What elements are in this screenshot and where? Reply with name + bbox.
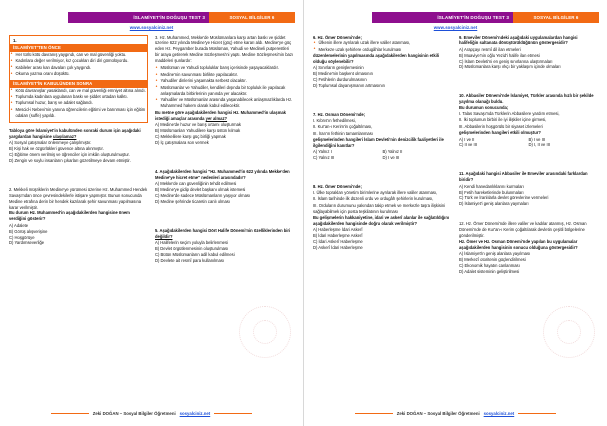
page-left-column-2 <box>155 35 294 411</box>
question-1-infobox <box>9 35 148 124</box>
question-3-stem: Bu metne göre aşağıdakilerden hangisi Hz. Muhammed'in ulaşmak istediği amaçlar arasında yer almaz? <box>155 110 286 122</box>
list-item: • Mescid-i Nebevi'nin yanına öğrencilerin eğitimi ve barınması için eğitim odaları (suffe) yapıldı. <box>10 107 147 119</box>
option-a[interactable]: A) Adalete <box>9 222 29 228</box>
question-7-list <box>313 118 452 137</box>
spacer <box>459 212 598 221</box>
list-item: • Toplumda kadınlara uygulanan baskı ve şiddet ortadan kalktı. <box>10 94 147 100</box>
list-item: • Okuma yazma oranı düşüktü. <box>10 71 147 77</box>
question-12-body: 12. Hz. Ömer Dönemi'nde illere valiler ve kadılar atanmış, Hz. Osman Dönemi'nde de Kur'an-ı Kerim çoğaltılarak devletin çeşitli bölgelerine gönderilmiştir. <box>459 221 587 238</box>
question-1-number: 1. <box>13 37 17 43</box>
option-b[interactable]: B) Fetih hareketlerinde bulunmaları <box>459 189 524 195</box>
option-b[interactable]: B) İdari Haberleşme Askerî <box>313 233 363 239</box>
question-8 <box>313 184 452 251</box>
list-item: II. İslam tarihinde ilk düzenli ordu ve ordugâh şehirlerin kurulması, <box>313 196 434 202</box>
footer-rule-left <box>51 413 89 414</box>
question-11-options <box>459 184 598 208</box>
header-spacer <box>8 12 68 23</box>
question-4-options <box>155 181 294 205</box>
question-7 <box>313 112 452 161</box>
spacer <box>313 166 452 184</box>
option-b[interactable]: B) I ve III <box>528 136 546 142</box>
spacer <box>155 210 294 228</box>
page-right-columns <box>304 30 607 411</box>
list-item: • Medine'nin savunması birlikte yapılacaktır. <box>155 72 294 78</box>
option-d[interactable]: D) Askerî İdari Haberleşme <box>313 245 363 251</box>
list-item: I. Ülke toprakları yönetim birimlerine ayrılarak illere valiler atanması, <box>313 190 438 196</box>
list-item: • Merkeze uzak şehirlere ordugâhlar kurulması <box>313 47 452 53</box>
page-left-column-1 <box>9 35 148 411</box>
spacer <box>313 94 452 112</box>
list-item: • Kabileler arası kan davaları çok yaygındı. <box>10 65 147 71</box>
option-c[interactable]: C) Bütün Müslümanların adil kabul edilmesi <box>155 251 235 257</box>
question-10-list <box>459 111 598 130</box>
infobox-list-after <box>10 88 147 119</box>
question-5-stem: 5. Aşağıdakilerden hangisi Dört Halife Dönemi'nin özelliklerinden biri değildir? <box>155 227 291 239</box>
header-subject-banner <box>513 12 599 23</box>
option-b[interactable]: B) Görüş alışverişine <box>9 228 48 234</box>
option-a[interactable]: A) Arapçayı resmî dil ilan etmeleri <box>459 46 521 52</box>
list-item: • Kötü davranışlar yasaklandı, can ve mal güvenliği emniyet altına alındı. <box>10 88 147 94</box>
option-c[interactable]: C) İslam Devleti'ni en geniş sınırlarına ulaştırmaları <box>459 58 553 64</box>
question-10-stem2: gelişmelerinden hangileri etkili olmuştur? <box>459 130 541 136</box>
option-d[interactable]: D) İç çatışmalara son vermek <box>155 140 209 146</box>
question-10-options <box>459 137 598 149</box>
footer-author: Zeki DOĞAN – Sosyal Bilgiler Öğretmeni <box>92 411 176 416</box>
header-subject-title: SOSYAL BİLGİLER 6 <box>533 15 579 20</box>
question-6-options <box>313 65 452 89</box>
option-c[interactable]: C) Fetihlerin durdurulmasının <box>313 77 367 83</box>
header-test-banner <box>372 12 513 23</box>
question-8-stem: Bu gelişmelerin hakkaniyetine, idari ve askerî alanlar ile sağlatıldığını aşağıdakilerden hangisinde doğru olarak verilmiştir? <box>313 215 450 226</box>
question-1-stem-underlined: ulaşılamaz? <box>52 133 77 139</box>
question-8-options <box>313 227 452 251</box>
question-6-stem: düzenlemelerinin yapılmasında aşağıdakilerden hangisinin etkili olduğu söylenebilir? <box>313 53 440 65</box>
question-9 <box>459 35 598 71</box>
option-a[interactable]: A) Haberleşme İdari Askerî <box>313 227 363 233</box>
option-d[interactable]: D) Devlete ait resmî para kullanılması <box>155 257 225 263</box>
option-c[interactable]: C) Hoşgörüye <box>9 234 35 240</box>
option-b[interactable]: B) Medine'nin başkent olmasının <box>313 71 373 77</box>
list-item: • Ülkenin illere ayrılarak uzak illere valiler atanması, <box>313 40 452 46</box>
question-2-body: 2. Mekkeli müşriklerin Medine'ye yürümesi üzerine Hz. Muhammed Hendek Savaşı'ndan önce çevresindekilerle istişare yapmıştır. Bunun sonucunda Medine etrafına derin bir hendek kazılarak şehir savunması yapılmasına karar verilmiştir. <box>9 186 148 210</box>
option-c[interactable]: C) Yalnız III <box>313 155 335 161</box>
list-item: I. Kıbrıs'ın fethedilmesi, <box>313 117 356 123</box>
option-c[interactable]: C) II ve III <box>459 142 477 148</box>
list-item: • Her türlü kötü davranış yaygındı, can ve mal güvenliği yoktu. <box>10 52 147 58</box>
infobox-list-before <box>10 52 147 77</box>
question-3-options <box>155 122 294 146</box>
option-b[interactable]: B) Devlet örgütlenmesinin oluşturulması <box>155 246 229 252</box>
page-header-right <box>312 12 599 23</box>
question-5 <box>155 228 294 264</box>
spacer <box>9 169 148 187</box>
option-a[interactable]: A) Sosyal çatışmalar önlenmeye çalışılmıştır. <box>9 140 92 146</box>
question-10 <box>459 93 598 148</box>
footer-author: Zeki DOĞAN – Sosyal Bilgiler Öğretmeni <box>396 411 480 416</box>
question-8-list <box>313 190 452 215</box>
question-2-options <box>9 223 148 247</box>
page-footer-left <box>0 411 303 416</box>
question-3-list <box>155 65 294 108</box>
footer-website-link[interactable]: sosyalciniz.net <box>483 411 515 416</box>
question-3-body: 3. Hz. Muhammed, Mekke'de Müslümanlara karşı artan baskı ve şiddet üzerine 622 yılında Medine'ye Hicret (göç) etme kararı aldı. Medine'ye göç eden Hz. Peygamber burada Müslüman, Yahudi ve Medineli putperestleri bir araya getirerek Medine Sözleşmesi'ni yaptı. Medine Sözleşmesi'nin bazı maddeleri şunlardır: <box>155 34 294 64</box>
page-left-columns <box>0 30 303 411</box>
header-website-link-left[interactable]: www.sosyalciniz.net <box>129 24 174 30</box>
option-a[interactable]: A) Mekke'de can güvenliğinin tehdit edilmesi <box>155 181 237 187</box>
spacer <box>155 151 294 169</box>
question-1 <box>9 128 148 164</box>
option-d[interactable]: D) Yardımseverliğe <box>9 240 45 246</box>
footer-website-link[interactable]: sosyalciniz.net <box>179 411 211 416</box>
footer-rule-right <box>214 413 252 414</box>
infobox-heading-after: İSLAMİYET'İN KABULÜNDEN SONRA <box>10 80 147 88</box>
question-11-stem: 11. Aşağıdaki hangisi Abbasiler ile Emeviler arasındaki farklardan biridir? <box>459 171 588 183</box>
list-item: • Yahudiler ve Müslümanlar arasında yaşanabilecek anlaşmazlıklarda Hz. Muhammed hakem olarak kabul edilecektir. <box>155 97 294 109</box>
question-12 <box>459 221 598 275</box>
list-item: III. Orduların durumunu yakından takip etmek ve merkezle taşra ilişkisini sağlayabilmek için posta teşkilatının kurulması <box>313 202 446 214</box>
question-8-head: 8. Hz. Ömer Dönemi'nde; <box>313 184 362 190</box>
option-b[interactable]: B) Muaviye'nin oğlu Yezid'i halife ilan etmesi <box>459 52 540 58</box>
list-item: • Müslümanlar ve Yahudiler, kendileri dışında bir topluluk ile yapılacak anlaşmalarda birbirlerinin yanında yer alacaktır. <box>155 85 294 97</box>
option-b[interactable]: B) Kişi hak ve özgürlükleri güvence altına alınmıştır. <box>9 146 104 152</box>
list-item: • Yahudiler dinlerini yaşamakta serbest olacaktır. <box>155 78 294 84</box>
question-12-options <box>459 251 598 275</box>
list-item: I. Talas Savaşı'nda Türklerin Abbasilere yardım etmesi, <box>459 111 560 117</box>
option-d[interactable]: D) Toplumsal dayanışmanın artmasının <box>313 83 385 89</box>
option-b[interactable]: B) Medine'ye gidip devlet başkanı olmak istemesi <box>155 187 246 193</box>
option-d[interactable]: D) İslamiyet'i geniş alanlara yaymaları <box>459 201 529 207</box>
option-d[interactable]: D) Medine şehrinde ticaretin canlı olması <box>155 198 231 204</box>
header-test-title: İSLAMİYET'İN DOĞUŞU TEST 3 <box>133 15 205 20</box>
option-d[interactable]: D) Zengin ve soylu insanların çıkarları gözetilmeye devam etmiştir. <box>9 158 131 164</box>
footer-rule-left <box>355 413 393 414</box>
page-footer-right <box>304 411 607 416</box>
question-9-options <box>459 47 598 71</box>
option-b[interactable]: B) Yalnız II <box>382 149 403 155</box>
option-b[interactable]: B) Müslümanları Yahudilere karşı üstün kılmak <box>155 128 241 134</box>
question-1-stem: Tabloya göre İslamiyet'in kabulünden sonraki durum için aşağıdaki yargılardan hangisine ulaşılamaz? <box>9 128 141 139</box>
option-b[interactable]: B) Merkezî otoritenin güçlendirilmesi <box>459 257 526 263</box>
option-a[interactable]: A) İslamiyet'in geniş alanlara yayılması <box>459 251 531 257</box>
list-item: II. Kur'an-ı Kerim'in çoğaltılması, <box>313 124 373 130</box>
option-a[interactable]: A) Kendi hanedanlıklarını kurmaları <box>459 183 524 189</box>
header-spacer <box>312 12 372 23</box>
spacer <box>459 153 598 171</box>
option-c[interactable]: C) Ekonomik hayatın canlanması <box>459 262 520 268</box>
header-test-title: İSLAMİYET'İN DOĞUŞU TEST 3 <box>437 15 509 20</box>
page-right-column-1 <box>313 35 452 411</box>
question-3 <box>155 35 294 147</box>
question-10-stem: Bu durumun sonucunda; <box>459 105 509 111</box>
question-5-options <box>155 240 294 264</box>
question-2-stem: Bu durum Hz. Muhammed'in aşağıdakilerden hangisine önem verdiğini gösterir? <box>9 210 130 222</box>
question-11 <box>459 171 598 207</box>
question-12-stem: Hz. Ömer ve Hz. Osman Dönemi'nde yapılan bu uygulamalar aşağıdakilerden hangisinin sonucu olduğuna göstergesidir? <box>459 238 578 250</box>
spacer <box>459 75 598 93</box>
question-4-stem: 4. Aşağıdakilerden hangisi "Hz. Muhammed'in 622 yılında Mekke'den Medine'ye hicret etme" nedenleri arasındadır? <box>155 169 290 180</box>
list-item: • Toplumsal huzur, barış ve adalet sağlandı. <box>10 100 147 106</box>
option-d[interactable]: D) I ve III <box>382 155 400 161</box>
question-6 <box>313 35 452 90</box>
list-item: • Kadınlara değer verilmiyor, kız çocukları diri diri gömülüyordu. <box>10 58 147 64</box>
option-a[interactable]: A) Sınırların genişlemesinin <box>313 65 364 71</box>
option-c[interactable]: C) Eğitime önem verilmiş ve öğrenciler için imkân oluşturulmuştur. <box>9 152 130 158</box>
page-right <box>304 0 607 426</box>
infobox-heading-before: İSLAMİYET'TEN ÖNCE <box>10 44 147 52</box>
option-d[interactable]: D) I, II ve III <box>528 142 550 148</box>
option-c[interactable]: C) Mekkelilere karşı güç birliği yapmak <box>155 134 226 140</box>
footer-rule-right <box>518 413 556 414</box>
option-a[interactable]: A) Halifelerin seçim yoluyla belirlenmesi <box>155 240 228 246</box>
list-item: II. İki toplumun birbiri ile iyi ilişkiler içine girmesi, <box>459 117 547 123</box>
option-d[interactable]: D) Müslümanlara karşı ırkçı bir yaklaşım içinde olmaları <box>459 64 561 70</box>
header-website-link-right[interactable]: www.sosyalciniz.net <box>433 24 478 30</box>
option-c[interactable]: C) İdari Askerî Haberleşme <box>313 239 363 245</box>
page-header-left <box>8 12 295 23</box>
page-left <box>0 0 303 426</box>
question-7-options <box>313 149 452 161</box>
list-item: III. Abbasilerin hoşgörülü bir siyaset izlemeleri <box>459 123 543 129</box>
header-subject-title: SOSYAL BİLGİLER 6 <box>229 15 275 20</box>
option-c[interactable]: C) Türk ve İranlılarla devlet görevlerine vermeleri <box>459 195 549 201</box>
option-a[interactable]: A) Medine'de huzur ve barış ortamı oluşturmak <box>155 122 241 128</box>
question-6-list <box>313 40 452 52</box>
question-9-stem: 9. Emeviler Dönemi'ndeki aşağıdaki uygulamalardan hangisi halifeliğin saltanata dönüştürüldüğünün göstergesidir? <box>459 34 578 46</box>
question-4 <box>155 169 294 205</box>
option-d[interactable]: D) Adalet sisteminin geliştirilmesi <box>459 268 520 274</box>
option-a[interactable]: A) Yalnız I <box>313 149 332 155</box>
list-item: • Müslüman ve Yahudi topluluklar barış içerisinde yaşayacaklardır. <box>155 65 294 71</box>
question-5-stem-underlined: değildir? <box>155 233 173 239</box>
header-subject-banner <box>209 12 295 23</box>
question-10-body: 10. Abbasiler Dönemi'nde İslamiyet, Türkler arasında hızlı bir şekilde yayılma olanağı buldu. <box>459 93 594 105</box>
option-c[interactable]: C) Medine'de sadece Müslümanların yaşıyor olması <box>155 193 251 199</box>
question-1-options <box>9 140 148 164</box>
option-a[interactable]: A) I ve II <box>459 136 475 142</box>
header-test-banner <box>68 12 209 23</box>
question-7-head: 7. Hz. Osman Dönemi'nde; <box>313 112 366 118</box>
question-2 <box>9 187 148 246</box>
page-right-column-2 <box>459 35 598 411</box>
question-3-stem-underlined: yer almaz? <box>205 116 228 122</box>
question-6-head: 6. Hz. Ömer Dönemi'nde; <box>313 34 362 40</box>
list-item: III. İran'ın fethinin tamamlanması <box>313 130 373 136</box>
question-7-stem: gelişmelerinden hangileri İslam Devleti'nin denizcilik faaliyetleri ile ilgilendiğini kanıtlar? <box>313 137 444 148</box>
